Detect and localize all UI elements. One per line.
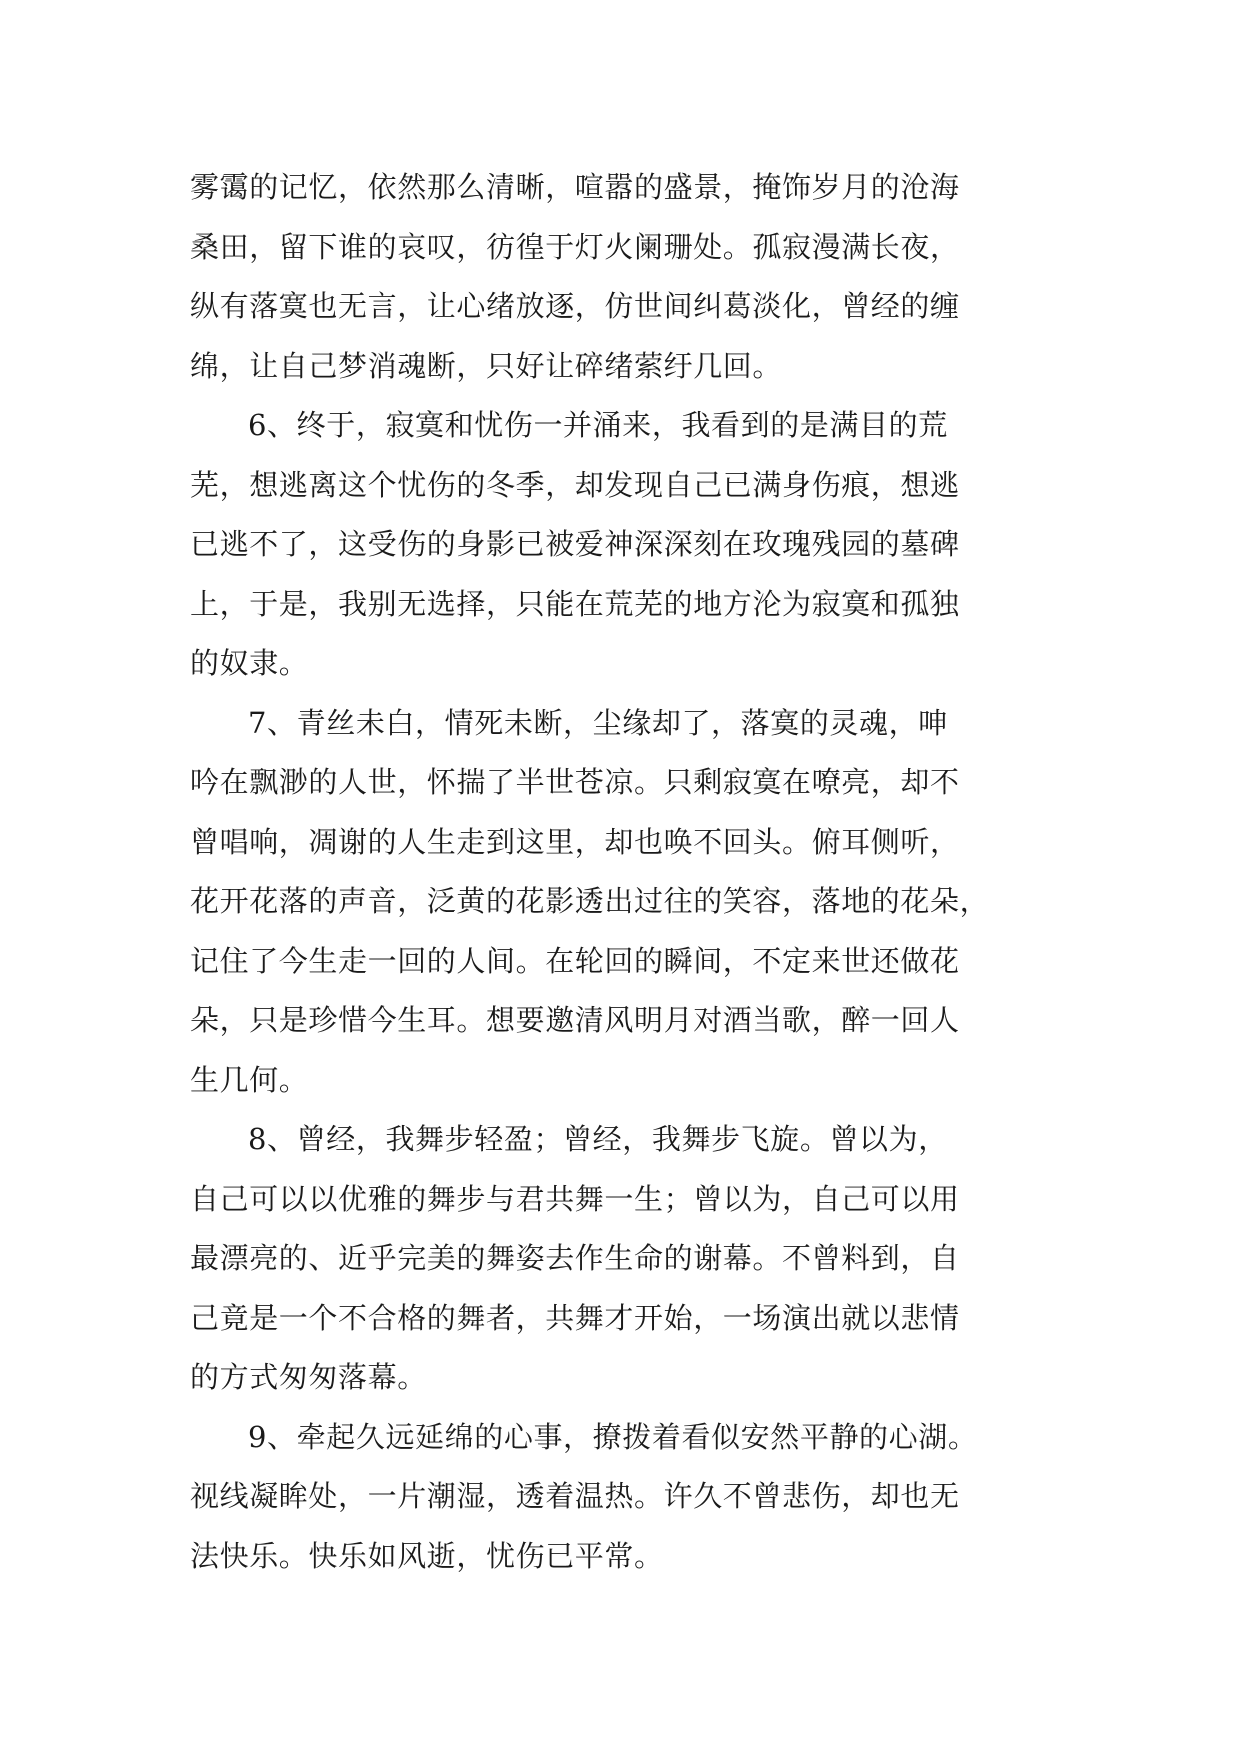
text-line: 上，于是，我别无选择，只能在荒芜的地方沦为寂寞和孤独 [190,586,960,621]
text-line: 最漂亮的、近乎完美的舞姿去作生命的谢幕。不曾料到，自 [190,1241,960,1275]
text-line: 的方式匆匆落幕。 [190,1360,427,1394]
text-line: 吟在飘渺的人世，怀揣了半世苍凉。只剩寂寞在嘹亮，却不 [190,765,960,799]
paragraph-start-line: 7、青丝未白，情死未断，尘缘却了，落寞的灵魂，呻 [248,705,948,740]
text-line: 花开花落的声音，泛黄的花影透出过往的笑容，落地的花朵， [190,884,990,918]
paragraph-start-line: 6、终于，寂寞和忧伤一并涌来，我看到的是满目的荒 [248,408,948,442]
text-line: 记住了今生走一回的人间。在轮回的瞬间，不定来世还做花 [190,943,960,978]
text-line: 雾霭的记忆，依然那么清晰，喧嚣的盛景，掩饰岁月的沧海 [190,170,960,204]
text-line: 自己可以以优雅的舞步与君共舞一生；曾以为，自己可以用 [190,1181,960,1216]
text-line: 己竟是一个不合格的舞者，共舞才开始，一场演出就以悲情 [190,1300,960,1335]
paragraph-start-line: 9、牵起久远延绵的心事，撩拨着看似安然平静的心湖。 [248,1419,978,1454]
body-text [190,158,1070,1586]
text-line: 芜，想逃离这个忧伤的冬季，却发现自己已满身伤痕，想逃 [190,467,960,502]
text-line: 视线凝眸处，一片潮湿，透着温热。许久不曾悲伤，却也无 [190,1479,960,1513]
text-line: 法快乐。快乐如风逝，忧伤已平常。 [190,1538,664,1573]
text-line: 纵有落寞也无言，让心绪放逐，仿世间纠葛淡化，曾经的缠 [190,289,960,323]
text-line: 已逃不了，这受伤的身影已被爱神深深刻在玫瑰残园的墓碑 [190,527,960,561]
paragraph-start-line: 8、曾经，我舞步轻盈；曾经，我舞步飞旋。曾以为， [248,1122,948,1156]
text-line: 生几何。 [190,1062,309,1097]
text-line: 朵，只是珍惜今生耳。想要邀清风明月对酒当歌，醉一回人 [190,1003,960,1037]
text-line: 曾唱响，凋谢的人生走到这里，却也唤不回头。俯耳侧听， [190,824,960,859]
text-line: 的奴隶。 [190,646,309,680]
text-line: 桑田，留下谁的哀叹，彷徨于灯火阑珊处。孤寂漫满长夜， [190,229,960,264]
text-line: 绵，让自己梦消魂断，只好让碎绪萦纡几回。 [190,348,783,383]
